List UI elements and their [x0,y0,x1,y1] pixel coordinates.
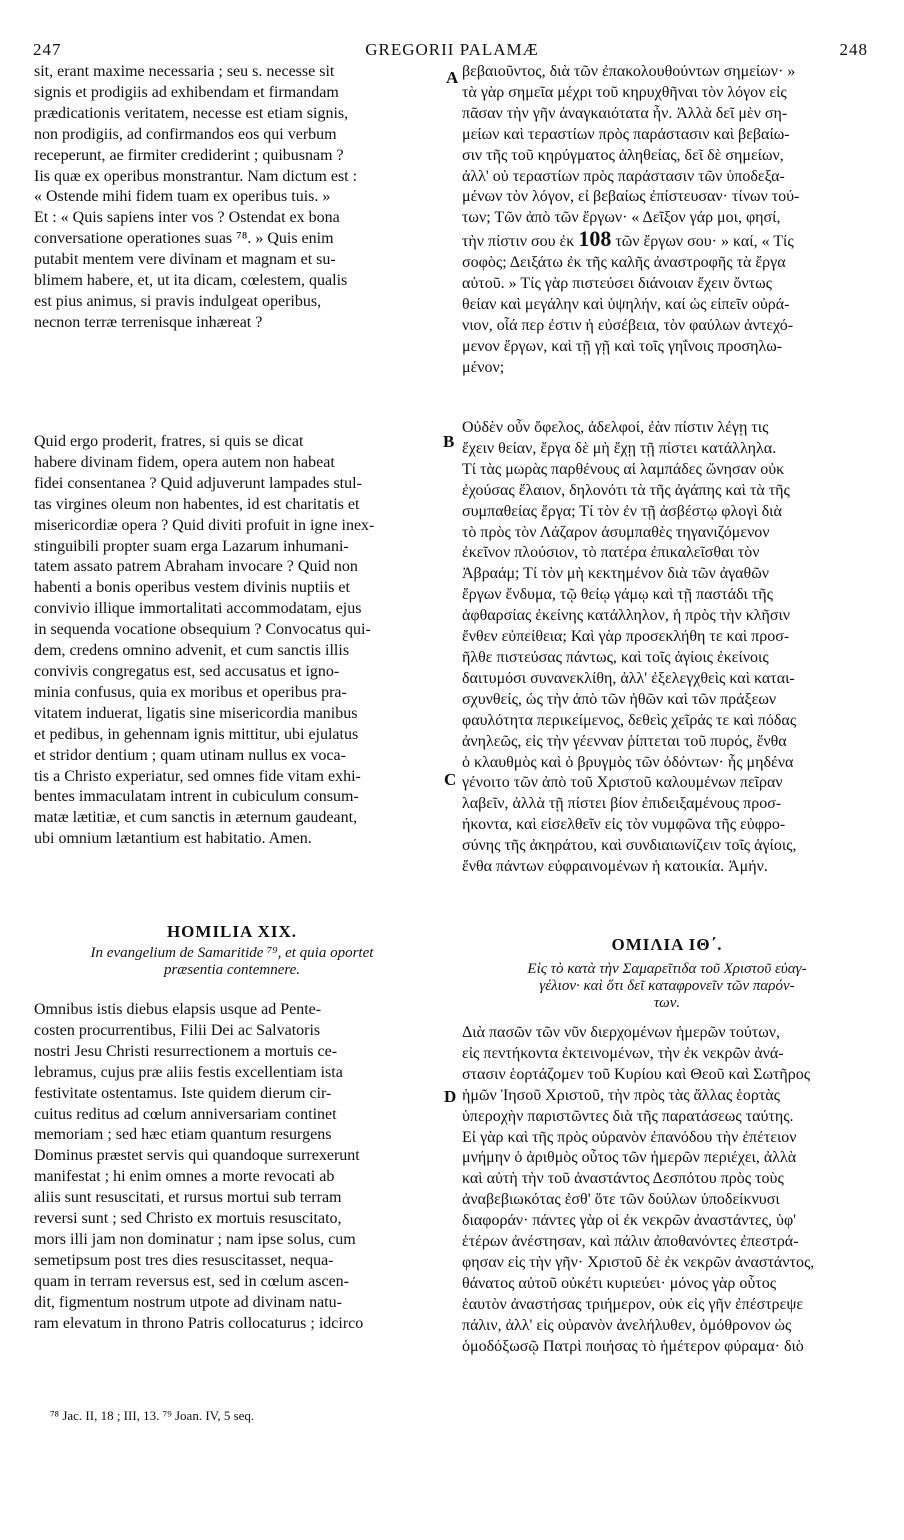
greek-line: φαυλότητα περικείμενος, δεθεὶς χεῖράς τε καὶ πόδας [462,711,797,729]
greek-line: των; Τῶν ἀπὸ τῶν ἔργων· « Δεῖξον γάρ μοι, φησί, [462,209,781,227]
latin-line: Iis quæ ex operibus monstrantur. Nam dictum est : [34,167,358,185]
greek-line: συμπαθείας ἔργα; Τί τὸν ἐν τῇ ἀσβέστῳ φλογὶ διὰ [462,502,782,520]
greek-line: σύνης τῆς ἀκηράτου, καὶ συνδιαιωνίζειν τοῖς ἁγίοις, [462,837,797,855]
margin-marker-a: A [446,68,459,87]
latin-line: tas virgines oleum non habentes, id est charitatis et [34,495,360,513]
greek-subtitle-line-1: Εἰς τὸ κατὰ τὴν Σαμαρεῖτιδα τοῦ Χριστοῦ εὐαγ- [527,961,807,977]
latin-line: memoriam ; sed hæc etiam quantum resurgens [34,1126,332,1144]
latin-line: tis a Christo experiatur, sed omnes fide vitam exhi- [34,767,361,785]
footnote: ⁷⁸ Jac. II, 18 ; III, 13. ⁷⁹ Joan. IV, 5 seq. [50,1408,255,1423]
greek-line: μένων τὸν λόγον, εἰ βεβαίως ἐπίστευσαν· τίνων τού- [462,188,800,206]
latin-line: Omnibus istis diebus elapsis usque ad Pente- [34,1001,322,1018]
greek-line: τὸ πρὸς τὸν Λάζαρον ἀσυμπαθὲς τηγανιζόμενον [462,523,770,541]
greek-line: σχυνθείς, ὡς τὴν ἀπὸ τῶν ἠθῶν καὶ τῶν πράξεων [462,690,777,708]
latin-line: prædicationis veritatem, necesse est etiam signis, [34,104,349,122]
greek-line: ἑτέρων ἀνέστησαν, καὶ πάλιν ἀποθανόντες ἐπεστρά- [462,1233,799,1251]
greek-line: ἐκεῖνον πλούσιον, τὸ πατέρα ἐπικαλεῖσθαι τὸν [462,544,760,562]
greek-line: Οὐδὲν οὖν ὄφελος, ἀδελφοί, ἐὰν πίστιν λέγῃ τις [462,419,769,436]
latin-line: receperunt, ae firmiter crediderint ; quibusnam ? [34,146,344,164]
latin-line: quam in terram reversus est, sed in cœlum ascen- [34,1272,350,1290]
right-page-number: 248 [839,40,868,59]
greek-line: βεβαιοῦντος, διὰ τῶν ἐπακολουθούντων σημείων· » [462,63,796,80]
latin-subtitle-line-2: præsentia contemnere. [163,962,301,978]
greek-line: αὐτοῦ. » Τίς γὰρ πιστεύσει διάνοιαν ἔχειν ὄντως [462,275,772,293]
latin-line: minia confusus, quia ex moribus et operibus pra- [34,683,347,701]
latin-line: vitatem induerat, ligatis sine misericordia manibus [34,704,358,722]
latin-line: costen procurrentibus, Filii Dei ac Salvatoris [34,1021,321,1039]
latin-line: lebramus, cujus præ aliis festis excellentiam ista [34,1063,343,1081]
greek-paragraph-2 [462,418,872,878]
latin-paragraph-1 [34,62,430,334]
latin-subtitle-line-1: In evangelium de Samaritide ⁷⁹, et quia oportet [90,945,374,961]
greek-line: ὑπεροχὴν παριστῶντες διὰ τῆς παρατάσεως ταύτης. [462,1107,794,1125]
greek-subtitle-line-2: γέλιον· καὶ ὅτι δεῖ καταφρονεῖν τῶν παρόν- [539,978,795,994]
latin-line: stinguibili propter suam erga Lazarum inhumani- [34,537,349,555]
latin-line: manifestat ; hi enim omnes a morte revocati ab [34,1168,335,1186]
greek-line: πᾶσαν τὴν γῆν ἀναγκαιότατα ἦν. Ἀλλὰ δεῖ μὲν ση- [462,104,788,122]
running-title: GREGORII PALAMÆ [365,40,539,59]
greek-paragraph-3 [462,1023,872,1358]
latin-line: festivitate ostentamus. Iste quidem dierum cir- [34,1084,332,1102]
greek-line: ἑαυτὸν ἀναστήσας τριήμερον, οὐκ εἰς γῆν ἐπέστρεψε [462,1295,804,1313]
greek-line: σοφὸς; Δειξάτω ἐκ τῆς καλῆς ἀναστροφῆς τὰ ἔργα [462,254,786,272]
greek-line: φησαν εἰς τὴν γῆν· Χριστοῦ δὲ ἐκ νεκρῶν ἀναστάντος, [462,1253,815,1271]
greek-line: μνήμην ὁ ἀριθμὸς οὗτος τῶν ἡμερῶν περιέχει, ἀλλὰ [462,1149,797,1167]
latin-line: fidei consentanea ? Quid adjuverunt lampades stul- [34,474,362,492]
greek-line: ὁμοδόξωσῷ Πατρὶ ποιήσας τὸ ἡμέτερον φύραμα· διὸ [462,1337,804,1355]
greek-line: καὶ αὐτὴ τὴν τοῦ ἀναστάντος Δεσπότου πρὸς τοὺς [462,1170,784,1188]
latin-line: aliis sunt resuscitati, et rursus mortui sub terram [34,1189,342,1207]
latin-line: est pius animus, si pravis indulgeat operibus, [34,292,322,310]
greek-line: θείαν καὶ μεγάλην καὶ ὑψηλήν, καί ὡς εἰπεῖν οὐρά- [462,295,790,313]
greek-line: μένον; [462,358,505,376]
latin-line: blimem habere, et, ut ita dicam, cœlestem, qualis [34,272,348,290]
latin-line: habere divinam fidem, opera autem non habeat [34,453,335,471]
column-number: 108 [578,229,612,252]
greek-line: ῆλθε πιστεύσας πάντως, καὶ τοῖς ἁγίοις ἐκείνοις [462,648,769,666]
greek-subtitle-line-3: των. [653,995,681,1011]
margin-marker-c: C [444,770,457,789]
greek-line: θάνατος αὐτοῦ οὐκέτι κυριεύει· μόνος γὰρ οὗτος [462,1274,777,1292]
greek-line: γένοιτο τῶν ἀπὸ τοῦ Χριστοῦ καλουμένων πεῖραν [462,774,783,792]
latin-line: Et : « Quis sapiens inter vos ? Ostendat ex bona [34,209,340,227]
latin-homily-subtitle [34,945,430,979]
greek-line: μενον ἔργων, καὶ τῇ γῇ καὶ τοῖς γηΐνοις προσηλω- [462,337,783,355]
greek-line-with-number [462,229,872,253]
latin-paragraph-3 [34,1000,430,1335]
latin-line: ram elevatum in throno Patris collocaturus ; idcirco [34,1314,364,1332]
latin-line: Dominus præstet servis qui quandoque surrexerunt [34,1147,360,1165]
latin-line: conversatione operationes suas ⁷⁸. » Quis enim [34,230,334,248]
greek-text-fragment: τὴν πίστιν σου ἐκ [462,233,575,251]
latin-paragraph-2 [34,432,430,850]
greek-homily-subtitle [462,961,872,1012]
latin-line: misericordiæ opera ? Quid diviti profuit in igne inex- [34,516,375,534]
greek-line: πάλιν, ἀλλ' εἰς οὐρανὸν ἀνελήλυθεν, ὁμόθρονον ὡς [462,1316,792,1334]
greek-line: Τί τὰς μωρὰς παρθένους αἱ λαμπάδες ὤνησαν οὐκ [462,460,785,478]
latin-line: reversi sunt ; sed Christo ex mortuis resuscitato, [34,1210,342,1228]
latin-line: signis et prodigiis ad exhibendam et firmandam [34,83,339,101]
latin-line: ubi omnium lætantium est habitatio. Amen. [34,830,312,848]
margin-marker-d: D [444,1087,457,1106]
greek-line: Εἰ γὰρ καὶ τῆς πρὸς οὐρανὸν ἐπανόδου τὴν ἐπέτειον [462,1128,797,1146]
greek-line: ἀνηλεῶς, εἰς τὴν γέενναν ῥίπτεται τοῦ πυρός, ἔνθα [462,732,787,750]
greek-line: ὁ κλαυθμὸς καὶ ὁ βρυγμὸς τῶν ὀδόντων· ἧς μηδένα [462,753,794,771]
latin-line: bentes immaculatam intrent in cubiculum consum- [34,788,359,806]
latin-line: et pedibus, in gehennam ignis mittitur, ubi ejulatus [34,725,359,743]
greek-line: ἐχούσας ἔλαιον, δηλονότι τὰ τῆς ἀγάπης καὶ τὰ τῆς [462,481,790,499]
greek-line: τὰ γὰρ σημεῖα μέχρι τοῦ κηρυχθῆναι τὸν λόγον εἰς [462,83,787,101]
greek-line: ήκοντα, καὶ εἰσελθεῖν εἰς τὸν νυμφῶνα τῆς εὐφρο- [462,816,786,834]
latin-line: Quid ergo proderit, fratres, si quis se dicat [34,433,304,450]
latin-line: putabit mentem vere divinam et magnam et su- [34,251,336,269]
latin-line: in sequenda vocatione obsequium ? Convocatus qui- [34,621,371,639]
latin-line: convivis congregatus est, sed accusatus et igno- [34,662,340,680]
greek-line: ἔχειν θείαν, ἔργα δὲ μὴ ἔχῃ τῇ πίστει κατάλληλα. [462,439,777,457]
greek-line: Ἀβραάμ; Τί τὸν μὴ κεκτημένον διὰ τῶν ἀγαθῶν [462,565,769,583]
greek-line: Διὰ πασῶν τῶν νῦν διερχομένων ἡμερῶν τούτων, [462,1024,780,1041]
latin-line: non prodigiis, ad confirmandos eos qui verbum [34,125,337,143]
latin-line: mors illi jam non dominatur ; nam ipse solus, cum [34,1230,356,1248]
latin-line: nostri Jesu Christi resurrectionem a mortuis ce- [34,1042,338,1060]
latin-line: necnon terræ terrenisque inhæreat ? [34,313,263,331]
greek-paragraph-1 [462,62,872,379]
greek-line: ἀλλ' οὐ τεραστίων πρὸς παράστασιν τῶν ὑποδεξα- [462,167,785,185]
left-page-number: 247 [33,40,62,59]
greek-line: ἔνθα πάντων εὐφραινομένων ἡ κατοικία. Ἀμήν. [462,858,768,876]
latin-line: sit, erant maxime necessaria ; seu s. necesse sit [34,63,335,80]
latin-line: « Ostende mihi fidem tuam ex operibus tuis. » [34,188,331,206]
greek-line: ἔργων ἔνδυμα, τῷ θείῳ γάμῳ καὶ τῇ παστάδι τῆς [462,586,773,604]
greek-line: μείων καὶ τεραστίων πρὸς παράστασιν καὶ βεβαίω- [462,125,790,143]
latin-line: convivio illique immortalitati accommodatam, ejus [34,600,362,618]
greek-homily-title: ΟΜΙΛΙΑ ΙΘ΄. [611,935,723,954]
latin-line: dem, credens omnino advenit, et cum sanctis illis [34,642,350,660]
greek-line: σιν τῆς τοῦ κηρύγματος ἀληθείας, δεῖ δὲ σημείων, [462,146,784,164]
latin-line: dit, figmentum nostrum utpote ad divinam natu- [34,1293,342,1311]
latin-line: habenti a bonis operibus vestem divinis nuptiis et [34,579,350,597]
greek-line: ἀναβεβιωκότας ἐσθ' ὅτε τῶν δούλων ὑποδείκνυσι [462,1191,780,1209]
latin-homily-title: HOMILIA XIX. [166,922,298,941]
greek-line: διαφοράν· πάντες γὰρ οἱ ἐκ νεκρῶν ἀναστάντες, ὑφ' [462,1212,797,1230]
greek-line: εἰς πεντήκοντα ἐκτεινομένων, τὴν ἐκ νεκρῶν ἀνά- [462,1044,784,1062]
greek-line: ἀφθαρσίας ἐκείνης κατάλληλον, ἡ πρὸς τὴν κλῆσιν [462,607,791,625]
greek-line: ἔνθεν εὐπείθεια; Καὶ γὰρ προσεκλήθη τε καὶ προσ- [462,628,790,646]
latin-line: tatem assato patrem Abraham invocare ? Quid non [34,558,358,576]
latin-line: semetipsum post tres dies resuscitasset, nequa- [34,1251,334,1269]
greek-line: δαιτυμόσι συνανεκλίθη, ἀλλ' ἐξελεγχθεὶς καὶ καται- [462,669,795,687]
latin-line: et stridor dentium ; quam utinam nullus ex voca- [34,746,346,764]
greek-line: νιον, οἷά περ ἐστιν ἡ εὐσέβεια, τὸν φαύλων ἀντεχό- [462,316,794,334]
latin-line: cuitus reditus ad cœlum anniversariam continet [34,1105,337,1123]
margin-marker-b: B [443,432,455,451]
latin-line: matæ lætitiæ, et cum sanctis in æternum gaudeant, [34,809,358,827]
greek-line: ἡμῶν Ἰησοῦ Χριστοῦ, τὴν πρὸς τὰς ἄλλας ἑορτὰς [462,1086,781,1104]
greek-line: λαβεῖν, ἀλλὰ τῇ πίστει βίον ἐπιδειξαμένους προσ- [462,795,782,813]
greek-line: στασιν ἑορτάζομεν τοῦ Κυρίου καὶ Θεοῦ καὶ Σωτῆρος [462,1065,811,1083]
greek-text-fragment: τῶν ἔργων σου· » καί, « Τίς [615,233,794,251]
